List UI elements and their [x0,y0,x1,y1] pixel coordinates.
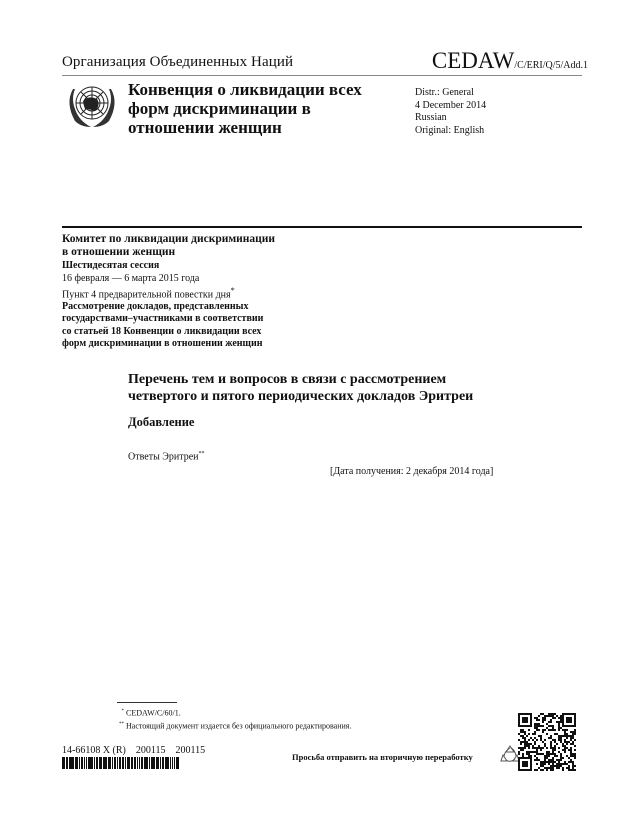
barcode-icon [62,757,180,769]
addendum-heading: Добавление [128,415,195,429]
organization-name: Организация Объединенных Наций [62,54,294,70]
committee-name-line: Комитет по ликвидации дискриминации [62,233,276,245]
agenda-item-text: Пункт 4 предварительной повестки дня [62,288,231,300]
language-line: Russian [415,112,447,123]
footnote-text: CEDAW/C/60/1. [126,708,181,718]
footnote-item [116,719,351,732]
symbol-suffix: /C/ERI/Q/5/Add.1 [514,60,588,71]
footnote-mark: * [121,709,124,714]
document-symbol [432,48,588,74]
document-title [128,371,548,405]
agenda-item [62,285,332,301]
convention-title [128,80,388,137]
session-dates: 16 февраля — 6 марта 2015 года [62,272,200,284]
replies-line [128,451,548,462]
footnote-rule [117,702,177,703]
date-line: 4 December 2014 [415,99,487,111]
un-emblem-icon [63,79,121,131]
footnote-item [116,706,351,719]
topic-line: форм дискриминации в отношении женщин [62,338,263,350]
committee-name-line: в отношении женщин [62,246,176,258]
topic-line: Рассмотрение докладов, представленных [62,300,249,312]
convention-title-line: форм дискриминации в [128,99,311,118]
job-number: 14-66108 X (R) 200115 200115 [62,745,206,756]
section-rule [62,226,582,228]
date-received: [Дата получения: 2 декабря 2014 года] [330,466,494,477]
footnote-mark: ** [119,721,124,727]
convention-title-line: отношении женщин [128,118,282,137]
main-content [128,371,548,462]
header-rule [62,75,582,76]
recycle-text: Просьба отправить на вторичную переработку [292,752,473,762]
symbol-main: CEDAW [431,48,515,73]
topic-line: со статьей 18 Конвенции о ликвидации всех [62,325,262,337]
footnote-text: Настоящий документ издается без официального редактирования. [126,721,352,731]
title-line: Перечень тем и вопросов в связи с рассмотрением [128,372,447,387]
footnote-mark: * [230,285,235,295]
footnotes [116,706,351,731]
session-label: Шестидесятая сессия [62,260,160,271]
distribution-line: Distr.: General [415,87,474,98]
topic-line: государствами–участниками в соответствии [62,313,264,325]
original-language-line: Original: English [415,124,485,136]
distribution-info [415,87,486,137]
qr-code-icon [518,713,576,771]
title-line: четвертого и пятого периодических докладов Эритреи [128,389,474,404]
footnote-mark: ** [198,451,205,457]
replies-text: Ответы Эритреи [128,451,199,463]
convention-title-line: Конвенция о ликвидации всех [128,80,362,99]
committee-block [62,233,332,351]
